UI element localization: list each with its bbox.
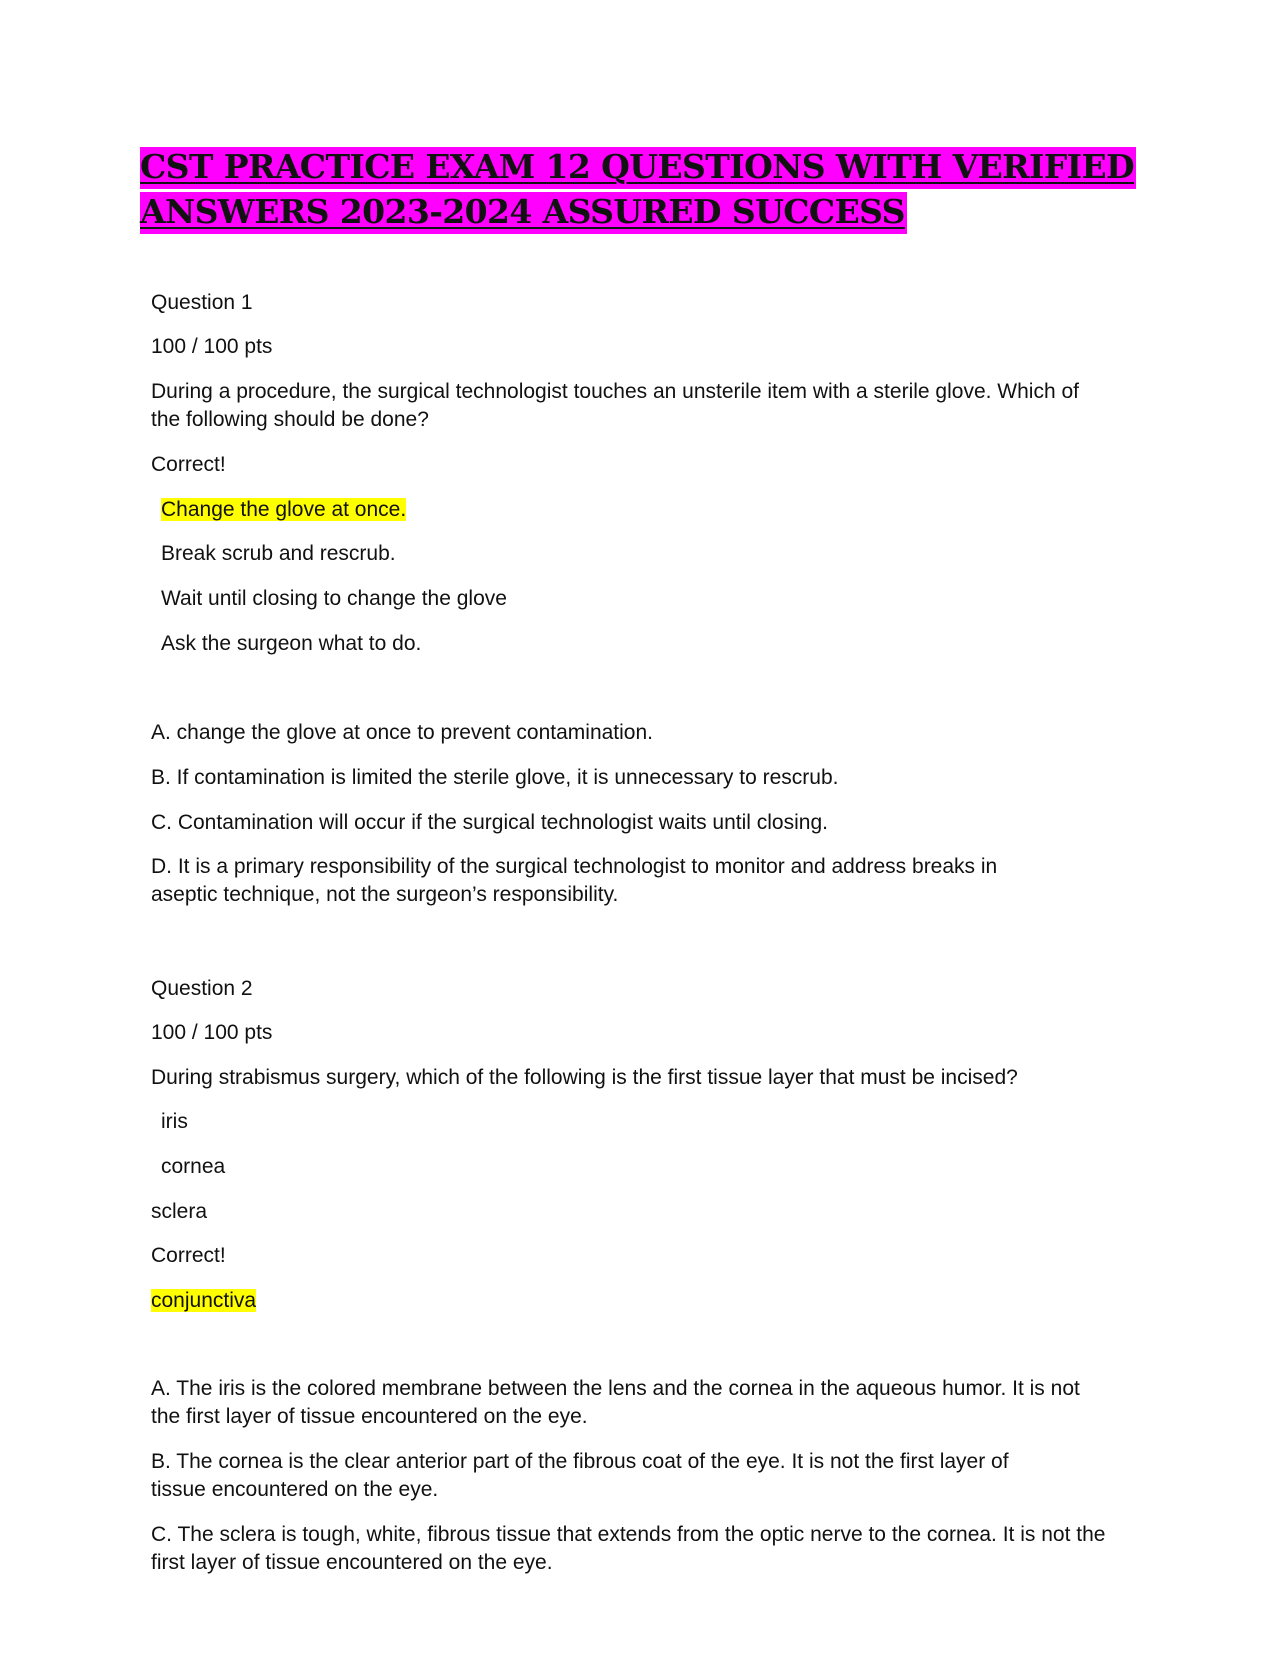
question-2-explanation: B. The cornea is the clear anterior part of the fibrous coat of the eye. It is not the first layer of tissue encountered on the eye.: [151, 1450, 1009, 1501]
question-2-explanation: C. The sclera is tough, white, fibrous tissue that extends from the optic nerve to the cornea. It is not the first layer of tissue encountered on the eye.: [151, 1523, 1106, 1574]
question-1-explanation: C. Contamination will occur if the surgical technologist waits until closing.: [151, 811, 828, 834]
question-1-correct-label: Correct!: [151, 453, 226, 476]
question-1-option-correct: [161, 496, 1121, 524]
question-2-correct-label: Correct!: [151, 1244, 226, 1267]
correct-answer-highlight: Change the glove at once.: [161, 498, 407, 521]
question-1-option: Ask the surgeon what to do.: [161, 632, 422, 655]
correct-answer-highlight: conjunctiva: [151, 1289, 257, 1312]
question-2-prompt: During strabismus surgery, which of the following is the first tissue layer that must be incised?: [151, 1066, 1018, 1089]
question-2-option-correct: [151, 1287, 1111, 1315]
question-1-explanation: B. If contamination is limited the sterile glove, it is unnecessary to rescrub.: [151, 766, 839, 789]
question-2-heading: Question 2: [151, 977, 253, 1000]
question-1-option: Wait until closing to change the glove: [161, 587, 507, 610]
question-2-explanation: A. The iris is the colored membrane between the lens and the cornea in the aqueous humor. It is not the first layer of tissue encountered on the eye.: [151, 1377, 1080, 1428]
question-1-points: 100 / 100 pts: [151, 335, 273, 358]
question-1-heading: Question 1: [151, 291, 253, 314]
question-2-option: cornea: [161, 1155, 226, 1178]
document-title: [140, 144, 1140, 234]
question-1-explanation: A. change the glove at once to prevent contamination.: [151, 721, 654, 744]
question-1-explanation: D. It is a primary responsibility of the surgical technologist to monitor and address breaks in aseptic technique, not the surgeon’s responsibility.: [151, 855, 998, 906]
question-1-prompt: During a procedure, the surgical technologist touches an unsterile item with a sterile glove. Which of the following should be done?: [151, 380, 1079, 431]
question-1-option: Break scrub and rescrub.: [161, 542, 396, 565]
question-2-option: sclera: [151, 1200, 208, 1223]
title-line-1: CST PRACTICE EXAM 12 QUESTIONS WITH VERIFIED: [140, 147, 1136, 189]
question-2-option: iris: [161, 1110, 188, 1133]
question-2-points: 100 / 100 pts: [151, 1021, 273, 1044]
title-line-2: ANSWERS 2023-2024 ASSURED SUCCESS: [140, 192, 907, 234]
